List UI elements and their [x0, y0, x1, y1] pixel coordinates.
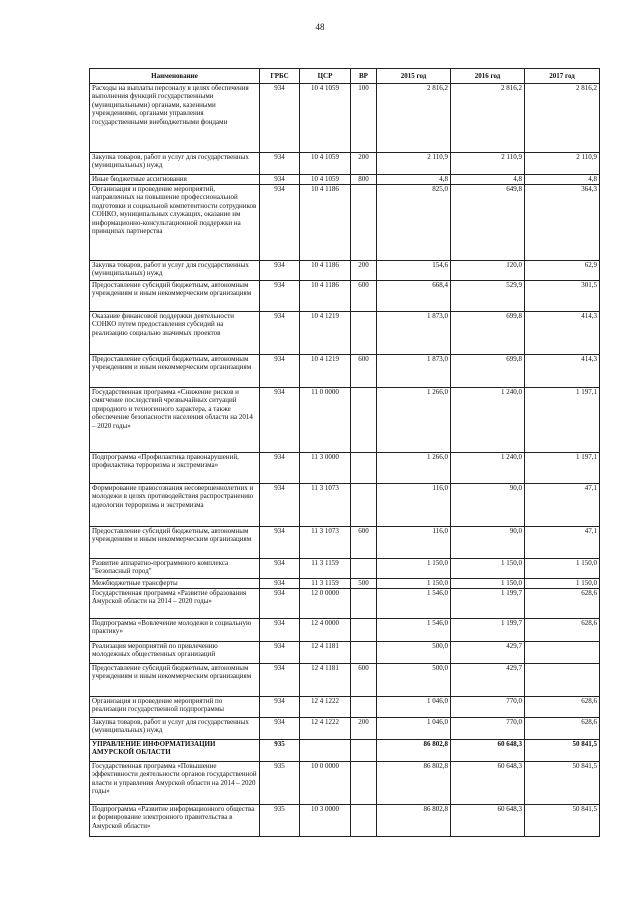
- cell-2017: 1 150,0: [525, 579, 600, 589]
- cell-2017: 4,8: [525, 175, 600, 185]
- cell-2016: 770,0: [451, 697, 525, 718]
- cell-name: Подпрограмма «Профилактика правонарушений, профилактика терроризма и экстремизма»: [90, 453, 260, 484]
- cell-2017: 47,1: [525, 527, 600, 559]
- table-row: [90, 84, 600, 153]
- cell-grbs: 934: [260, 718, 300, 740]
- table-row: [90, 484, 600, 527]
- header-2016: 2016 год: [451, 69, 525, 84]
- cell-2017: 628,6: [525, 619, 600, 642]
- cell-name: Межбюджетные трансферты: [90, 579, 260, 589]
- cell-grbs: 934: [260, 185, 300, 261]
- cell-2015: 4,8: [377, 175, 451, 185]
- cell-vr: 200: [351, 718, 377, 740]
- cell-csr: 10 0 0000: [300, 762, 351, 805]
- cell-csr: 11 3 1159: [300, 559, 351, 579]
- cell-csr: 11 3 1073: [300, 484, 351, 527]
- cell-grbs: 934: [260, 312, 300, 355]
- cell-2015: 1 150,0: [377, 579, 451, 589]
- cell-csr: 12 4 1222: [300, 697, 351, 718]
- table-row: [90, 153, 600, 175]
- table-row: [90, 642, 600, 664]
- cell-2017: 2 816,2: [525, 84, 600, 153]
- table-row: [90, 579, 600, 589]
- cell-csr: 11 3 1073: [300, 527, 351, 559]
- cell-vr: [351, 388, 377, 453]
- page-number: 48: [315, 22, 325, 32]
- cell-2017: 628,6: [525, 697, 600, 718]
- cell-2015: 668,4: [377, 281, 451, 312]
- cell-2017: 50 841,5: [525, 762, 600, 805]
- table-row: [90, 697, 600, 718]
- cell-2015: 1 266,0: [377, 388, 451, 453]
- cell-csr: 10 4 1186: [300, 261, 351, 281]
- cell-vr: [351, 619, 377, 642]
- cell-csr: 12 4 1222: [300, 718, 351, 740]
- cell-2016: 1 150,0: [451, 579, 525, 589]
- cell-vr: [351, 589, 377, 619]
- cell-2016: 529,9: [451, 281, 525, 312]
- cell-2015: 86 802,8: [377, 762, 451, 805]
- cell-name: Формирование правосознания несовершеннолетних и молодежи в целях противодействия распространению идеологии терроризма и экстремизма: [90, 484, 260, 527]
- cell-2016: 90,0: [451, 484, 525, 527]
- cell-name: Подпрограмма «Развитие информационного общества и формирование электронного правительства в Амурской области»: [90, 805, 260, 837]
- cell-2016: 699,8: [451, 312, 525, 355]
- cell-2017: 47,1: [525, 484, 600, 527]
- table-row: [90, 762, 600, 805]
- header-2017: 2017 год: [525, 69, 600, 84]
- cell-2016: 60 648,3: [451, 740, 525, 762]
- cell-name: Закупка товаров, работ и услуг для государственных (муниципальных) нужд: [90, 718, 260, 740]
- cell-2017: 50 841,5: [525, 740, 600, 762]
- cell-name: Организация и проведение мероприятий, направленных на повышение профессиональной подготовки и социальной компетентности сотрудников СОНКО, муниципальных служащих, оказание им информационно-консультационной поддержки на принципах партнерства: [90, 185, 260, 261]
- cell-2017: [525, 642, 600, 664]
- cell-2017: 628,6: [525, 718, 600, 740]
- table-row: [90, 453, 600, 484]
- cell-vr: [351, 762, 377, 805]
- cell-2017: 1 197,1: [525, 453, 600, 484]
- cell-2016: 1 240,0: [451, 388, 525, 453]
- cell-vr: [351, 312, 377, 355]
- table-row: [90, 805, 600, 837]
- cell-name: Предоставление субсидий бюджетным, автономным учреждениям и иным некоммерческим организациям: [90, 527, 260, 559]
- cell-name: Государственная программа «Снижение рисков и смягчение последствий чрезвычайных ситуаций природного и техногенного характера, а также обеспечение безопасности населения области на 2014 – 2020 годы»: [90, 388, 260, 453]
- header-grbs: ГРБС: [260, 69, 300, 84]
- table-row: [90, 527, 600, 559]
- cell-csr: [300, 740, 351, 762]
- cell-2016: 649,8: [451, 185, 525, 261]
- cell-csr: 10 4 1059: [300, 84, 351, 153]
- cell-name: Реализация мероприятий по привлечению молодежных общественных организаций: [90, 642, 260, 664]
- cell-csr: 10 3 0000: [300, 805, 351, 837]
- header-csr: ЦСР: [300, 69, 351, 84]
- table-header-row: [90, 69, 600, 84]
- cell-csr: 10 4 1059: [300, 153, 351, 175]
- cell-2015: 86 802,8: [377, 805, 451, 837]
- cell-2017: 301,5: [525, 281, 600, 312]
- cell-name: Подпрограмма «Вовлечение молодежи в социальную практику»: [90, 619, 260, 642]
- cell-grbs: 934: [260, 619, 300, 642]
- cell-name: Закупка товаров, работ и услуг для государственных (муниципальных) нужд: [90, 153, 260, 175]
- cell-grbs: 934: [260, 84, 300, 153]
- cell-grbs: 934: [260, 153, 300, 175]
- cell-name: Организация и проведение мероприятий по реализации государственной подпрограммы: [90, 697, 260, 718]
- table-row: [90, 312, 600, 355]
- cell-2016: 90,0: [451, 527, 525, 559]
- cell-2015: 1 546,0: [377, 589, 451, 619]
- cell-grbs: 934: [260, 527, 300, 559]
- cell-2015: 116,0: [377, 484, 451, 527]
- cell-2015: 1 046,0: [377, 697, 451, 718]
- cell-2015: 500,0: [377, 642, 451, 664]
- cell-name: Закупка товаров, работ и услуг для государственных (муниципальных) нужд: [90, 261, 260, 281]
- cell-vr: 600: [351, 281, 377, 312]
- cell-grbs: 934: [260, 664, 300, 697]
- cell-csr: 11 0 0000: [300, 388, 351, 453]
- cell-vr: 600: [351, 527, 377, 559]
- cell-2016: 1 240,0: [451, 453, 525, 484]
- cell-2015: 1 546,0: [377, 619, 451, 642]
- cell-2016: 60 648,3: [451, 762, 525, 805]
- cell-vr: [351, 805, 377, 837]
- cell-2015: 1 046,0: [377, 718, 451, 740]
- cell-grbs: 934: [260, 261, 300, 281]
- cell-grbs: 934: [260, 579, 300, 589]
- cell-2016: 1 199,7: [451, 619, 525, 642]
- table-row: [90, 664, 600, 697]
- header-name: Наименование: [90, 69, 260, 84]
- cell-vr: 200: [351, 153, 377, 175]
- table-row: [90, 740, 600, 762]
- cell-2015: 825,0: [377, 185, 451, 261]
- cell-name: Предоставление субсидий бюджетным, автономным учреждениям и иным некоммерческим организациям: [90, 664, 260, 697]
- cell-2016: 2 816,2: [451, 84, 525, 153]
- cell-2017: 1 197,1: [525, 388, 600, 453]
- cell-2016: 699,8: [451, 355, 525, 388]
- cell-2016: 1 150,0: [451, 559, 525, 579]
- cell-grbs: 934: [260, 355, 300, 388]
- cell-csr: 11 3 1159: [300, 579, 351, 589]
- budget-table: [89, 68, 600, 837]
- table-row: [90, 589, 600, 619]
- cell-2017: 50 841,5: [525, 805, 600, 837]
- cell-grbs: 934: [260, 642, 300, 664]
- cell-2016: 1 199,7: [451, 589, 525, 619]
- table-row: [90, 175, 600, 185]
- cell-2017: 414,3: [525, 355, 600, 388]
- cell-name: Иные бюджетные ассигнования: [90, 175, 260, 185]
- cell-2015: 1 150,0: [377, 559, 451, 579]
- cell-grbs: 934: [260, 484, 300, 527]
- table-body: [90, 84, 600, 837]
- cell-csr: 10 4 1219: [300, 312, 351, 355]
- cell-2017: 364,3: [525, 185, 600, 261]
- cell-vr: [351, 559, 377, 579]
- cell-csr: 10 4 1219: [300, 355, 351, 388]
- cell-2015: 1 873,0: [377, 355, 451, 388]
- table-row: [90, 559, 600, 579]
- cell-2015: 116,0: [377, 527, 451, 559]
- table-row: [90, 281, 600, 312]
- cell-2017: 628,6: [525, 589, 600, 619]
- cell-grbs: 934: [260, 281, 300, 312]
- cell-name: УПРАВЛЕНИЕ ИНФОРМАТИЗАЦИИ АМУРСКОЙ ОБЛАСТИ: [90, 740, 260, 762]
- cell-vr: 100: [351, 84, 377, 153]
- cell-2016: 120,0: [451, 261, 525, 281]
- cell-vr: 800: [351, 175, 377, 185]
- cell-grbs: 934: [260, 697, 300, 718]
- cell-2017: 414,3: [525, 312, 600, 355]
- cell-vr: [351, 185, 377, 261]
- table-row: [90, 718, 600, 740]
- cell-2015: 500,0: [377, 664, 451, 697]
- cell-2016: 60 648,3: [451, 805, 525, 837]
- cell-name: Развитие аппаратно-программного комплекса "Безопасный город": [90, 559, 260, 579]
- cell-2015: 154,6: [377, 261, 451, 281]
- cell-grbs: 934: [260, 589, 300, 619]
- cell-2017: 2 110,9: [525, 153, 600, 175]
- cell-2016: 429,7: [451, 642, 525, 664]
- cell-name: Государственная программа «Повышение эффективности деятельности органов государственной власти и управления Амурской области на 2014 – 2020 годы»: [90, 762, 260, 805]
- cell-vr: [351, 484, 377, 527]
- cell-vr: 500: [351, 579, 377, 589]
- cell-name: Расходы на выплаты персоналу в целях обеспечения выполнения функций государственными (муниципальными) органами, казенными учреждениями, органами управления государственными внебюджетными фондами: [90, 84, 260, 153]
- cell-csr: 12 0 0000: [300, 589, 351, 619]
- cell-csr: 11 3 0000: [300, 453, 351, 484]
- table-row: [90, 619, 600, 642]
- cell-2017: 62,9: [525, 261, 600, 281]
- cell-vr: 200: [351, 261, 377, 281]
- cell-csr: 10 4 1059: [300, 175, 351, 185]
- cell-vr: [351, 642, 377, 664]
- cell-grbs: 935: [260, 805, 300, 837]
- cell-2015: 86 802,8: [377, 740, 451, 762]
- cell-grbs: 935: [260, 762, 300, 805]
- header-2015: 2015 год: [377, 69, 451, 84]
- cell-2016: 770,0: [451, 718, 525, 740]
- cell-name: Предоставление субсидий бюджетным, автономным учреждениям и иным некоммерческим организациям: [90, 355, 260, 388]
- cell-2016: 2 110,9: [451, 153, 525, 175]
- cell-2017: [525, 664, 600, 697]
- cell-grbs: 935: [260, 740, 300, 762]
- cell-vr: [351, 697, 377, 718]
- cell-vr: [351, 740, 377, 762]
- cell-csr: 12 4 0000: [300, 619, 351, 642]
- cell-2015: 1 873,0: [377, 312, 451, 355]
- table-row: [90, 355, 600, 388]
- cell-csr: 12 4 1181: [300, 664, 351, 697]
- cell-grbs: 934: [260, 559, 300, 579]
- cell-name: Предоставление субсидий бюджетным, автономным учреждениям и иным некоммерческим организациям: [90, 281, 260, 312]
- cell-grbs: 934: [260, 175, 300, 185]
- cell-2015: 1 266,0: [377, 453, 451, 484]
- cell-2015: 2 110,9: [377, 153, 451, 175]
- cell-2015: 2 816,2: [377, 84, 451, 153]
- table-row: [90, 185, 600, 261]
- cell-2017: 1 150,0: [525, 559, 600, 579]
- cell-grbs: 934: [260, 453, 300, 484]
- cell-vr: [351, 453, 377, 484]
- table-row: [90, 388, 600, 453]
- cell-vr: 600: [351, 664, 377, 697]
- cell-csr: 10 4 1186: [300, 281, 351, 312]
- cell-vr: 600: [351, 355, 377, 388]
- cell-grbs: 934: [260, 388, 300, 453]
- cell-csr: 10 4 1186: [300, 185, 351, 261]
- header-vr: ВР: [351, 69, 377, 84]
- cell-name: Оказание финансовой поддержки деятельности СОНКО путем предоставления субсидий на реализацию социально значимых проектов: [90, 312, 260, 355]
- table-row: [90, 261, 600, 281]
- cell-csr: 12 4 1181: [300, 642, 351, 664]
- cell-name: Государственная программа «Развитие образования Амурской области на 2014 – 2020 годы»: [90, 589, 260, 619]
- cell-2016: 429,7: [451, 664, 525, 697]
- cell-2016: 4,8: [451, 175, 525, 185]
